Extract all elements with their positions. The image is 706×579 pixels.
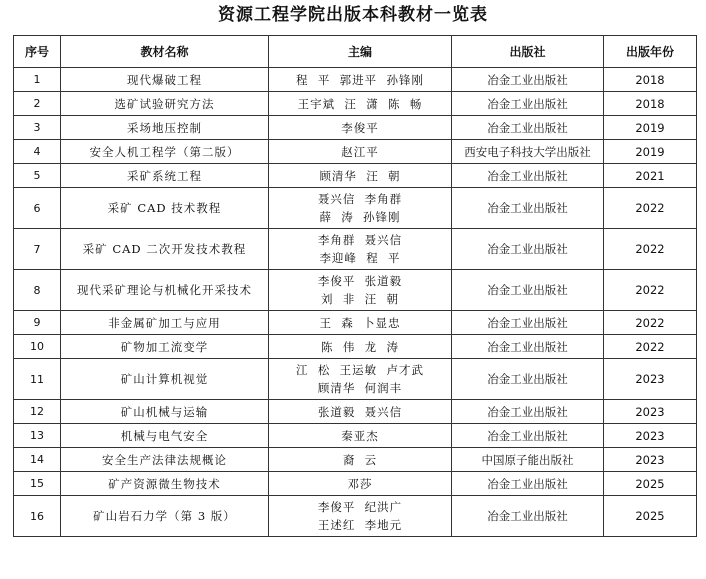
cell-year: 2023 bbox=[604, 359, 697, 400]
cell-year: 2023 bbox=[604, 400, 697, 424]
cell-no: 3 bbox=[14, 116, 61, 140]
cell-no: 10 bbox=[14, 335, 61, 359]
cell-editor bbox=[269, 92, 452, 116]
cell-publisher: 冶金工业出版社 bbox=[452, 359, 604, 400]
cell-year: 2022 bbox=[604, 335, 697, 359]
cell-year: 2022 bbox=[604, 188, 697, 229]
cell-title: 矿山机械与运输 bbox=[61, 400, 269, 424]
cell-title: 现代采矿理论与机械化开采技术 bbox=[61, 270, 269, 311]
cell-publisher: 冶金工业出版社 bbox=[452, 311, 604, 335]
editor-line: 王述红 李地元 bbox=[317, 518, 403, 532]
editor-line: 江 松 王运敏 卢才武 bbox=[296, 363, 424, 377]
table-row bbox=[14, 448, 697, 472]
cell-no: 6 bbox=[14, 188, 61, 229]
cell-no: 13 bbox=[14, 424, 61, 448]
table-row bbox=[14, 270, 697, 311]
table-header-row bbox=[14, 36, 697, 68]
cell-no: 7 bbox=[14, 229, 61, 270]
cell-title: 矿山岩石力学（第 3 版） bbox=[61, 496, 269, 537]
cell-publisher: 冶金工业出版社 bbox=[452, 188, 604, 229]
cell-editor bbox=[269, 140, 452, 164]
editor-line: 程 平 郭进平 孙锋刚 bbox=[296, 72, 424, 87]
editor-line: 李俊平 bbox=[341, 120, 379, 135]
cell-editor bbox=[269, 311, 452, 335]
cell-year: 2018 bbox=[604, 92, 697, 116]
editor-line: 顾清华 何润丰 bbox=[317, 381, 403, 395]
cell-no: 5 bbox=[14, 164, 61, 188]
cell-editor bbox=[269, 335, 452, 359]
header-no: 序号 bbox=[14, 36, 61, 68]
cell-publisher: 冶金工业出版社 bbox=[452, 270, 604, 311]
cell-publisher: 中国原子能出版社 bbox=[452, 448, 604, 472]
cell-publisher: 冶金工业出版社 bbox=[452, 229, 604, 270]
cell-editor bbox=[269, 164, 452, 188]
cell-publisher: 冶金工业出版社 bbox=[452, 116, 604, 140]
table-row bbox=[14, 164, 697, 188]
cell-title: 安全人机工程学（第二版） bbox=[61, 140, 269, 164]
cell-publisher: 冶金工业出版社 bbox=[452, 68, 604, 92]
cell-no: 14 bbox=[14, 448, 61, 472]
table-row bbox=[14, 229, 697, 270]
editor-line: 李角群 聂兴信 bbox=[317, 233, 403, 247]
cell-no: 4 bbox=[14, 140, 61, 164]
header-editor: 主编 bbox=[269, 36, 452, 68]
document-title: 资源工程学院出版本科教材一览表 bbox=[218, 5, 488, 25]
cell-year: 2021 bbox=[604, 164, 697, 188]
editor-line: 李俊平 张道毅 bbox=[317, 274, 403, 288]
editor-line: 张道毅 聂兴信 bbox=[317, 404, 403, 419]
editor-line: 秦亚杰 bbox=[341, 428, 379, 443]
cell-editor bbox=[269, 472, 452, 496]
cell-no: 2 bbox=[14, 92, 61, 116]
table-row bbox=[14, 311, 697, 335]
cell-editor bbox=[269, 188, 452, 229]
cell-title: 采场地压控制 bbox=[61, 116, 269, 140]
cell-year: 2023 bbox=[604, 448, 697, 472]
cell-publisher: 冶金工业出版社 bbox=[452, 400, 604, 424]
editor-line: 李迎峰 程 平 bbox=[319, 251, 401, 265]
cell-no: 11 bbox=[14, 359, 61, 400]
table-row bbox=[14, 400, 697, 424]
cell-title: 矿产资源微生物技术 bbox=[61, 472, 269, 496]
cell-no: 9 bbox=[14, 311, 61, 335]
editor-line: 陈 伟 龙 涛 bbox=[321, 339, 399, 354]
cell-editor bbox=[269, 448, 452, 472]
editor-line: 赵江平 bbox=[341, 144, 379, 159]
cell-year: 2025 bbox=[604, 472, 697, 496]
editor-line: 聂兴信 李角群 bbox=[317, 192, 403, 206]
cell-title: 机械与电气安全 bbox=[61, 424, 269, 448]
cell-editor bbox=[269, 270, 452, 311]
cell-publisher: 冶金工业出版社 bbox=[452, 335, 604, 359]
table-row bbox=[14, 140, 697, 164]
editor-line: 薛 涛 孙锋刚 bbox=[319, 210, 401, 224]
table-row bbox=[14, 335, 697, 359]
editor-line: 王 森 卜显忠 bbox=[319, 315, 401, 330]
cell-year: 2022 bbox=[604, 229, 697, 270]
editor-line: 李俊平 纪洪广 bbox=[317, 500, 403, 514]
cell-title: 采矿 CAD 技术教程 bbox=[61, 188, 269, 229]
editor-line: 顾清华 汪 朝 bbox=[319, 168, 401, 183]
table-row bbox=[14, 496, 697, 537]
cell-year: 2018 bbox=[604, 68, 697, 92]
header-title: 教材名称 bbox=[61, 36, 269, 68]
table-row bbox=[14, 359, 697, 400]
editor-line: 邓莎 bbox=[347, 476, 373, 491]
editor-line: 裔 云 bbox=[342, 452, 378, 467]
cell-title: 矿物加工流变学 bbox=[61, 335, 269, 359]
cell-title: 非金属矿加工与应用 bbox=[61, 311, 269, 335]
cell-title: 采矿系统工程 bbox=[61, 164, 269, 188]
cell-publisher: 西安电子科技大学出版社 bbox=[452, 140, 604, 164]
cell-no: 15 bbox=[14, 472, 61, 496]
cell-no: 12 bbox=[14, 400, 61, 424]
cell-publisher: 冶金工业出版社 bbox=[452, 164, 604, 188]
cell-year: 2022 bbox=[604, 311, 697, 335]
cell-publisher: 冶金工业出版社 bbox=[452, 424, 604, 448]
header-publisher: 出版社 bbox=[452, 36, 604, 68]
table-row bbox=[14, 92, 697, 116]
cell-no: 8 bbox=[14, 270, 61, 311]
table-row bbox=[14, 116, 697, 140]
table-row bbox=[14, 68, 697, 92]
textbook-table bbox=[13, 35, 697, 537]
cell-title: 安全生产法律法规概论 bbox=[61, 448, 269, 472]
table-row bbox=[14, 188, 697, 229]
cell-publisher: 冶金工业出版社 bbox=[452, 472, 604, 496]
cell-title: 矿山计算机视觉 bbox=[61, 359, 269, 400]
cell-no: 1 bbox=[14, 68, 61, 92]
cell-title: 采矿 CAD 二次开发技术教程 bbox=[61, 229, 269, 270]
cell-title: 现代爆破工程 bbox=[61, 68, 269, 92]
cell-publisher: 冶金工业出版社 bbox=[452, 92, 604, 116]
cell-title: 选矿试验研究方法 bbox=[61, 92, 269, 116]
cell-editor bbox=[269, 400, 452, 424]
cell-year: 2022 bbox=[604, 270, 697, 311]
header-year: 出版年份 bbox=[604, 36, 697, 68]
cell-editor bbox=[269, 424, 452, 448]
cell-year: 2023 bbox=[604, 424, 697, 448]
table-row bbox=[14, 472, 697, 496]
cell-editor bbox=[269, 359, 452, 400]
editor-line: 王宇斌 汪 潇 陈 畅 bbox=[297, 96, 423, 111]
cell-year: 2025 bbox=[604, 496, 697, 537]
cell-editor bbox=[269, 496, 452, 537]
cell-editor bbox=[269, 68, 452, 92]
cell-year: 2019 bbox=[604, 116, 697, 140]
cell-editor bbox=[269, 116, 452, 140]
cell-editor bbox=[269, 229, 452, 270]
cell-publisher: 冶金工业出版社 bbox=[452, 496, 604, 537]
cell-no: 16 bbox=[14, 496, 61, 537]
editor-line: 刘 非 汪 朝 bbox=[321, 292, 399, 306]
table-row bbox=[14, 424, 697, 448]
cell-year: 2019 bbox=[604, 140, 697, 164]
